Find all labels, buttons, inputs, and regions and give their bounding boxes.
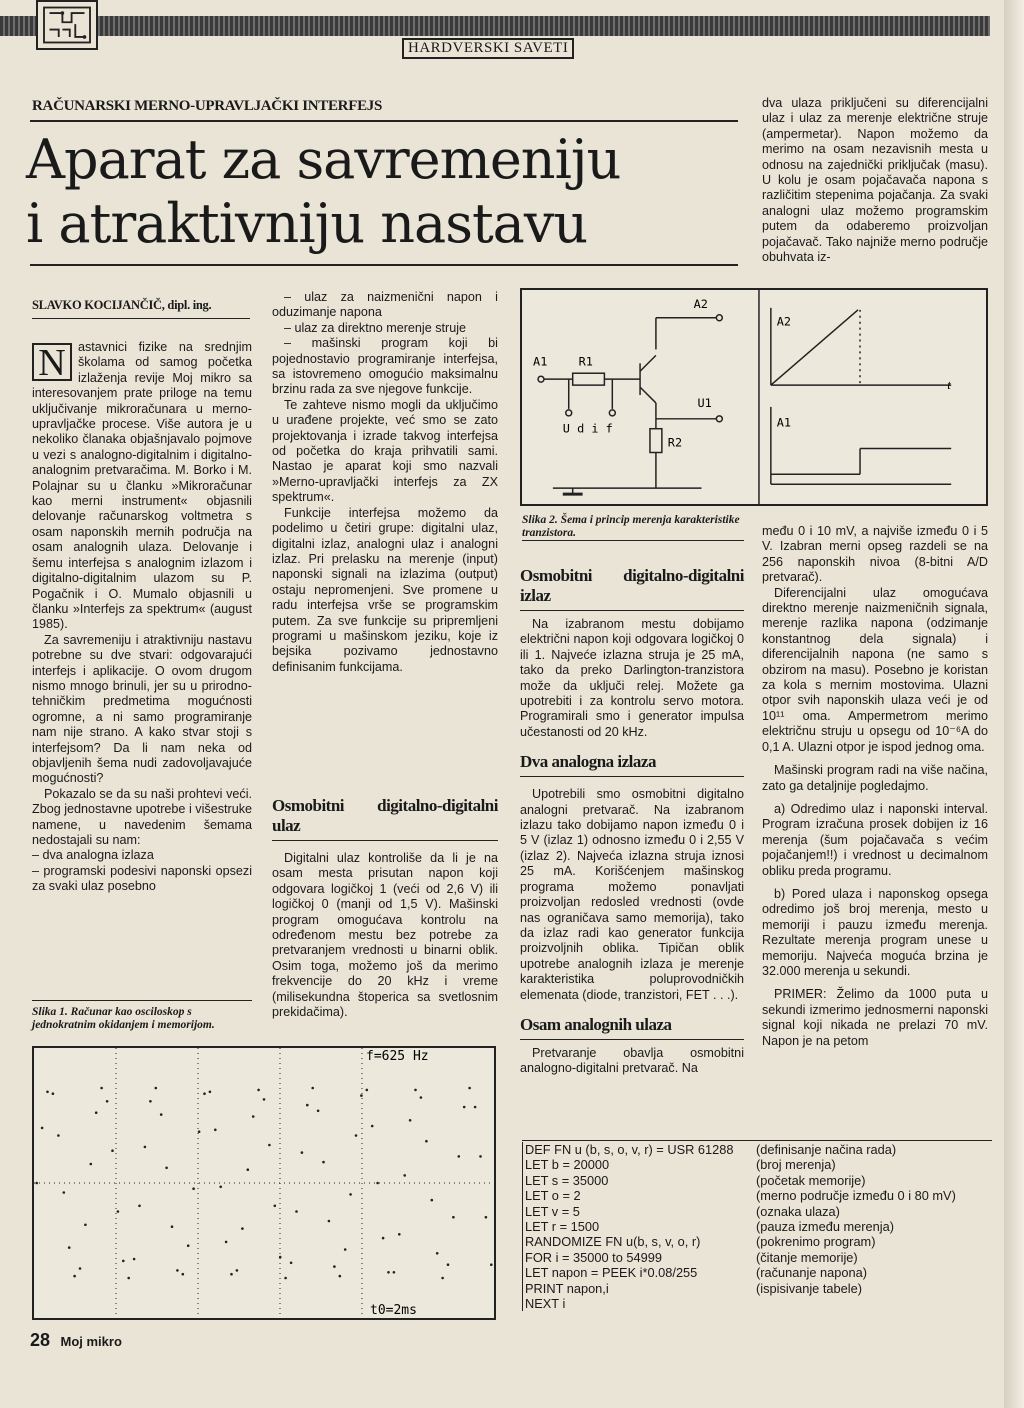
wave-point bbox=[322, 1161, 325, 1164]
caption-text: Računar kao osciloskop s jednokratnim okidanjem i memorijom. bbox=[32, 1006, 215, 1031]
title-line-1: Aparat za savremeniju bbox=[26, 128, 621, 191]
subhead: Osam analognih ulaza bbox=[520, 1014, 672, 1034]
wave-point bbox=[41, 1127, 44, 1130]
list-item: – programski podesivi naponski opsezi za svaki ulaz posebno bbox=[32, 863, 252, 894]
wave-point bbox=[230, 1273, 233, 1276]
paragraph: Pokazalo se da su naši prohtevi veći. Zbog jednostavne upotrebe i višestruke namene, u navedenim šemama nedostajali su nam: bbox=[32, 786, 252, 847]
wave-point bbox=[263, 1098, 266, 1101]
wave-point bbox=[160, 1113, 163, 1116]
code-line bbox=[522, 1281, 992, 1296]
wave-point bbox=[127, 1277, 130, 1280]
wave-point bbox=[474, 1106, 477, 1109]
wave-point bbox=[73, 1275, 76, 1278]
caption-text: Šema i princip merenja karakteristike tranzistora. bbox=[522, 514, 740, 539]
wave-point bbox=[344, 1248, 347, 1251]
code-statement: LET s = 35000 bbox=[522, 1173, 756, 1188]
wave-point bbox=[328, 1220, 331, 1223]
paragraph: Mašinski program radi na više načina, zato ga detaljnije pogledajmo. bbox=[762, 763, 988, 793]
code-comment: (definisanje načina rada) bbox=[756, 1142, 897, 1157]
wave-point bbox=[317, 1110, 320, 1113]
caption-label: Slika 1. bbox=[32, 1006, 68, 1018]
column-4-top bbox=[762, 96, 988, 265]
article-title bbox=[26, 128, 736, 256]
code-line bbox=[522, 1234, 992, 1249]
wave-point bbox=[171, 1225, 174, 1228]
rule bbox=[522, 540, 744, 541]
wave-point bbox=[84, 1224, 87, 1227]
wave-point bbox=[409, 1119, 412, 1122]
wave-point bbox=[490, 1263, 493, 1266]
wave-point bbox=[387, 1271, 390, 1274]
wave-point bbox=[117, 1210, 120, 1213]
paragraph: a) Odredimo ulaz i naponski interval. Program izračuna prosek dobijen iz 16 merenja (šum pojačavača s većim pojačanjem!!) i vrednost u decimalnom obliku preda programu. bbox=[762, 801, 988, 878]
wave-point bbox=[257, 1089, 260, 1092]
graph-label-a2: A2 bbox=[776, 314, 792, 329]
list-item: – ulaz za direktno merenje struje bbox=[284, 320, 467, 335]
wave-point bbox=[463, 1106, 466, 1109]
wave-point bbox=[468, 1087, 471, 1090]
paragraph: PRIMER: Želimo da 1000 puta u sekundi izmerimo jednosmerni naponski signal koji nikada ne prelazi 70 mV. Napon je na petom bbox=[762, 987, 988, 1048]
wave-point bbox=[79, 1267, 82, 1270]
code-line bbox=[522, 1204, 992, 1219]
section-tag: HARDVERSKI SAVETI bbox=[402, 38, 574, 59]
list-item: – mašinski program koji bi pojednostavio programiranje interfejsa, sa istovremeno omogućio maksimalnu brzinu rada za sve njegove funkcije. bbox=[272, 336, 498, 397]
code-statement: LET o = 2 bbox=[522, 1188, 756, 1203]
wave-point bbox=[441, 1277, 444, 1280]
figure-2-drawing bbox=[522, 290, 988, 506]
code-comment: (oznaka ulaza) bbox=[756, 1203, 840, 1219]
code-statement: FOR i = 35000 to 54999 bbox=[522, 1250, 756, 1265]
wave-point bbox=[420, 1096, 423, 1099]
wave-point bbox=[90, 1163, 93, 1166]
wave-point bbox=[35, 1182, 38, 1185]
graph-axis-t: t bbox=[947, 378, 951, 393]
magazine-name: Moj mikro bbox=[60, 1334, 122, 1349]
wave-point bbox=[46, 1091, 49, 1094]
label-udif: U d i f bbox=[562, 421, 613, 436]
code-line bbox=[522, 1142, 992, 1157]
code-statement: LET b = 20000 bbox=[522, 1157, 756, 1172]
column-2-lower bbox=[272, 796, 498, 1020]
circuit-logo-icon bbox=[36, 0, 98, 50]
wave-point bbox=[403, 1174, 406, 1177]
code-comment bbox=[756, 1296, 992, 1311]
subhead: Dva analogna izlaza bbox=[520, 752, 656, 772]
wave-point bbox=[376, 1182, 379, 1185]
wave-point bbox=[279, 1256, 282, 1259]
wave-point bbox=[182, 1273, 185, 1276]
code-comment: (pauza između merenja) bbox=[756, 1219, 894, 1235]
wave-point bbox=[366, 1089, 369, 1092]
graph-label-a1: A1 bbox=[776, 415, 792, 430]
wave-point bbox=[290, 1262, 293, 1265]
wave-point bbox=[63, 1191, 66, 1194]
rule bbox=[522, 1140, 992, 1141]
rule bbox=[30, 264, 738, 266]
paragraph: b) Pored ulaza i naponskog opsega odredimo još broj merenja, mesto u memoriji i pauzu između merenja. Rezultate merenja program unese u memoriju. Najveća moguća brzina je 32.000 merenja u sekundi. bbox=[762, 886, 988, 978]
code-statement: NEXT i bbox=[522, 1296, 756, 1311]
rule bbox=[32, 318, 250, 319]
paragraph: astavnici fizike na srednjim školama od samog početka izlaženja revije Moj mikro sa interesovanjem prate priloge na temu uključivanje mikroračunara u merno-upravljačke procese. Više autora je u nekoliko članaka objašnjavalo pojmove u vezi s analogno-digitalnim i digitalno-analognim pretvaračima. M. Borko i M. Polajnar su u članku »Mikroračunar kao merni instrument« objasnili delovanje računarskog voltmetra s osam naponskih mernih područja na osam analognih ulaza. Delovanje i šemu interfejsa s analognim izlazom i digitalno-digitalnim ulazom su P. Pogačnik i O. Mumalo objasnili u članku »Interfejs za spektrum« (august 1985). bbox=[32, 340, 252, 632]
figure-1-caption bbox=[32, 1006, 258, 1032]
figure-2 bbox=[520, 288, 988, 506]
wave-point bbox=[122, 1260, 125, 1263]
page-number: 28 bbox=[30, 1330, 51, 1350]
code-comment: (pokrenimo program) bbox=[756, 1234, 876, 1250]
wave-point bbox=[485, 1216, 488, 1219]
wave-point bbox=[247, 1168, 250, 1171]
code-line bbox=[522, 1188, 992, 1203]
code-line bbox=[522, 1157, 992, 1172]
wave-point bbox=[393, 1271, 396, 1274]
paragraph: Te zahteve nismo mogli da uključimo u urađene projekte, već smo se zato projektovanja i izrade takvog interfejsa od početka do kraja prihvatili sami. Nastao je aparat koji smo nazvali »Merno-upravljački interfejs za ZX spektrum«. bbox=[272, 397, 498, 505]
paragraph: Digitalni ulaz kontroliše da li je na osam mesta prisutan napon koji odgovara logičkoj 1 (veći od 2,6 V) ili logičkoj 0 (manji od 1,5 V). Mašinski program omogućava kontrolu na određenom mestu bez potrebe za pretvaranjem vrednosti u binarni oblik. Osim toga, možemo još da merimo frekvencije do 20 kHz i vreme (milisekundna štoperica sa svetlosnim prekidačima). bbox=[272, 851, 498, 1020]
wave-point bbox=[209, 1091, 212, 1094]
wave-point bbox=[155, 1087, 158, 1090]
caption-label: Slika 2. bbox=[522, 514, 558, 526]
wave-point bbox=[241, 1227, 244, 1230]
wave-point bbox=[133, 1258, 136, 1261]
label-r2: R2 bbox=[667, 435, 683, 450]
wave-point bbox=[371, 1125, 374, 1128]
wave-point bbox=[219, 1186, 222, 1189]
freq-label: f=625 Hz bbox=[366, 1049, 429, 1064]
wave-point bbox=[57, 1134, 60, 1137]
wave-point bbox=[414, 1089, 417, 1092]
wave-point bbox=[274, 1205, 277, 1208]
page-edge bbox=[1004, 0, 1024, 1408]
wave-point bbox=[100, 1087, 103, 1090]
wave-point bbox=[479, 1155, 482, 1158]
wave-point bbox=[176, 1269, 179, 1272]
wave-point bbox=[149, 1100, 152, 1103]
figure-2-caption bbox=[522, 514, 742, 540]
subhead: Osmobitni digitalno-digitalni ulaz bbox=[272, 796, 498, 835]
paragraph: Za savremeniju i atraktivniju nastavu potrebne su dve stvari: odgovarajući interfejs i aplikacije. O ovom drugom nismo mnogo brinuli, jer su u prirodno-tehničkim predmetima mogućnosti ogromne, a ni samo programiranje nam nije strano. A kako stvar stoji s interfejsom? Da li nam neka od objavljenih šema nudi zadovoljavajuće mogućnosti? bbox=[32, 632, 252, 786]
code-comment: (računanje napona) bbox=[756, 1265, 867, 1281]
paragraph: dva ulaza priključeni su diferencijalni ulaz i ulaz za merenje električne struje (ampermetar). Napon možemo da merimo na osam nezavisnih mesta u odnosu na zajednički priključak (masu). U kolu je osam pojačavača napona s različitim stepenima pojačanja. Za svaki analogni ulaz možemo programskim putem da odaberemo proizvoljan pojačavač. Tako najniže merno područje obuhvata iz- bbox=[762, 96, 988, 265]
paragraph: među 0 i 10 mV, a najviše između 0 i 5 V. Izabran merni opseg razdeli se na 256 naponskih nivoa (8-bitni A/D pretvarač). bbox=[762, 524, 988, 585]
wave-point bbox=[225, 1241, 228, 1244]
wave-point bbox=[452, 1216, 455, 1219]
code-statement: RANDOMIZE FN u(b, s, v, o, r) bbox=[522, 1234, 756, 1249]
label-r1: R1 bbox=[578, 354, 593, 369]
code-line bbox=[522, 1250, 992, 1265]
wave-point bbox=[311, 1087, 314, 1090]
wave-point bbox=[95, 1111, 98, 1114]
wave-point bbox=[165, 1167, 168, 1170]
wave-point bbox=[203, 1092, 206, 1095]
wave-point bbox=[458, 1155, 461, 1158]
wave-point bbox=[192, 1187, 195, 1190]
wave-point bbox=[236, 1269, 239, 1272]
paragraph: Upotrebili smo osmobitni digitalno analogni pretvarač. Na izabranom izlazu tako dobijamo napon između 0 i 5 V (izlaz 1) odnosno između 0 i 2,55 V (izlaz 2). Najveća izlazna struja iznosi 25 mA. Korišćenjem mašinskog programa možemo ponavljati proizvoljan redosled vrednosti (ovde nas ograničava samo memorija), tako da izlaz radi kao generator funkcija proizvoljnih oblika. Tipičan oblik upotrebe analognih izlaza je merenje karakteristika poluprovodničkih elemenata (diode, tranzistori, FET . . .). bbox=[520, 787, 744, 1002]
column-4 bbox=[762, 524, 988, 1049]
wave-point bbox=[268, 1144, 271, 1147]
title-line-2: i atraktivniju nastavu bbox=[26, 192, 588, 255]
code-statement: PRINT napon,i bbox=[522, 1281, 756, 1296]
wave-point bbox=[355, 1134, 358, 1137]
wave-point bbox=[425, 1140, 428, 1143]
code-statement: LET v = 5 bbox=[522, 1204, 756, 1219]
code-line bbox=[522, 1219, 992, 1234]
header-band bbox=[0, 16, 990, 36]
code-line bbox=[522, 1296, 992, 1311]
code-line bbox=[522, 1173, 992, 1188]
wave-point bbox=[431, 1199, 434, 1202]
wave-point bbox=[349, 1193, 352, 1196]
wave-point bbox=[295, 1210, 298, 1213]
label-a2: A2 bbox=[693, 296, 708, 311]
code-comment: (početak memorije) bbox=[756, 1172, 866, 1188]
code-comment: (čitanje memorije) bbox=[756, 1249, 858, 1265]
paragraph: Funkcije interfejsa možemo da podelimo u četiri grupe: digitalni ulaz, digitalni izlaz, analogni ulaz i analogni izlaz. Pri prelasku na merenje (input) naponski signali na izlazima (output) ostaju nepromenjeni. Sve promene u radu interfejsa vrše se programskim putem. Za sve funkcije su pripremljeni programi u mašinskom jeziku, koje iz bejsika pozivamo jednostavno definisanim funkcijama. bbox=[272, 505, 498, 674]
article-kicker: RAČUNARSKI MERNO-UPRAVLJAČKI INTERFEJS bbox=[32, 98, 383, 114]
rule bbox=[32, 1000, 252, 1001]
code-comment: (broj merenja) bbox=[756, 1157, 836, 1173]
wave-point bbox=[111, 1149, 114, 1152]
figure-1-oscilloscope bbox=[32, 1046, 496, 1320]
wave-point bbox=[360, 1094, 363, 1097]
wave-point bbox=[68, 1246, 71, 1249]
label-u1: U1 bbox=[697, 395, 712, 410]
paragraph: Pretvaranje obavlja osmobitni analogno-digitalni pretvarač. Na bbox=[520, 1045, 744, 1076]
wave-point bbox=[339, 1275, 342, 1278]
paragraph: Na izabranom mestu dobijamo električni napon koji odgovara logičkoj 0 ili 1. Najveće izlazna struja je 25 mA, tako da preko Darlington-tranzistora može da uključi relej. Možete ga upotrebiti i za kontrolu servo motora. Programirali smo i generator impulsa učestanosti od 20 kHz. bbox=[520, 617, 744, 739]
wave-point bbox=[436, 1252, 439, 1255]
wave-point bbox=[333, 1265, 336, 1268]
subhead: Osmobitni digitalno-digitalni izlaz bbox=[520, 566, 744, 605]
basic-listing bbox=[522, 1142, 992, 1312]
column-2 bbox=[272, 290, 498, 675]
wave-point bbox=[382, 1237, 385, 1240]
wave-point bbox=[252, 1115, 255, 1118]
column-1 bbox=[32, 340, 252, 895]
code-statement: LET napon = PEEK i*0.08/255 bbox=[522, 1265, 756, 1280]
wave-point bbox=[301, 1151, 304, 1154]
wave-point bbox=[306, 1104, 309, 1107]
wave-point bbox=[138, 1205, 141, 1208]
footer bbox=[30, 1330, 122, 1351]
wave-point bbox=[398, 1233, 401, 1236]
wave-point bbox=[198, 1130, 201, 1133]
time-label: t0=2ms bbox=[370, 1303, 417, 1318]
drop-cap: N bbox=[32, 343, 72, 381]
wave-point bbox=[214, 1129, 217, 1132]
code-comment: (ispisivanje tabele) bbox=[756, 1280, 862, 1296]
code-statement: LET r = 1500 bbox=[522, 1219, 756, 1234]
code-line bbox=[522, 1265, 992, 1280]
wave-point bbox=[447, 1263, 450, 1266]
column-3 bbox=[520, 566, 744, 1077]
wave-point bbox=[106, 1100, 109, 1103]
code-comment: (merno područje između 0 i 80 mV) bbox=[756, 1188, 956, 1204]
wave-point bbox=[284, 1277, 287, 1280]
wave-point bbox=[144, 1146, 147, 1149]
paragraph: Diferencijalni ulaz omogućava direktno merenje naizmeničnih signala, merenje razlika napona (odzimanje konstantnog dela signala) i diferencijalnih napona (ne samo s obzirom na masu). Posebno je koristan za kola s mernim mostovima. Ulazni otpor svih naponskih ulaza veći je od 10¹¹ oma. Ampermetrom merimo električnu struju u opsegu od 10⁻⁶A do 0,1 A. Ulazni otpor je ispod jednog oma. bbox=[762, 585, 988, 754]
list-item: – ulaz za naizmenični napon i oduzimanje napona bbox=[272, 290, 498, 320]
wave-point bbox=[187, 1244, 190, 1247]
label-a1: A1 bbox=[533, 354, 548, 369]
rule bbox=[30, 120, 738, 122]
list-item: – dva analogna izlaza bbox=[32, 848, 154, 863]
oscilloscope-plot bbox=[34, 1048, 494, 1318]
wave-point bbox=[52, 1092, 55, 1095]
code-statement: DEF FN u (b, s, o, v, r) = USR 61288 bbox=[522, 1142, 756, 1157]
byline: SLAVKO KOCIJANČIČ, dipl. ing. bbox=[32, 298, 212, 312]
